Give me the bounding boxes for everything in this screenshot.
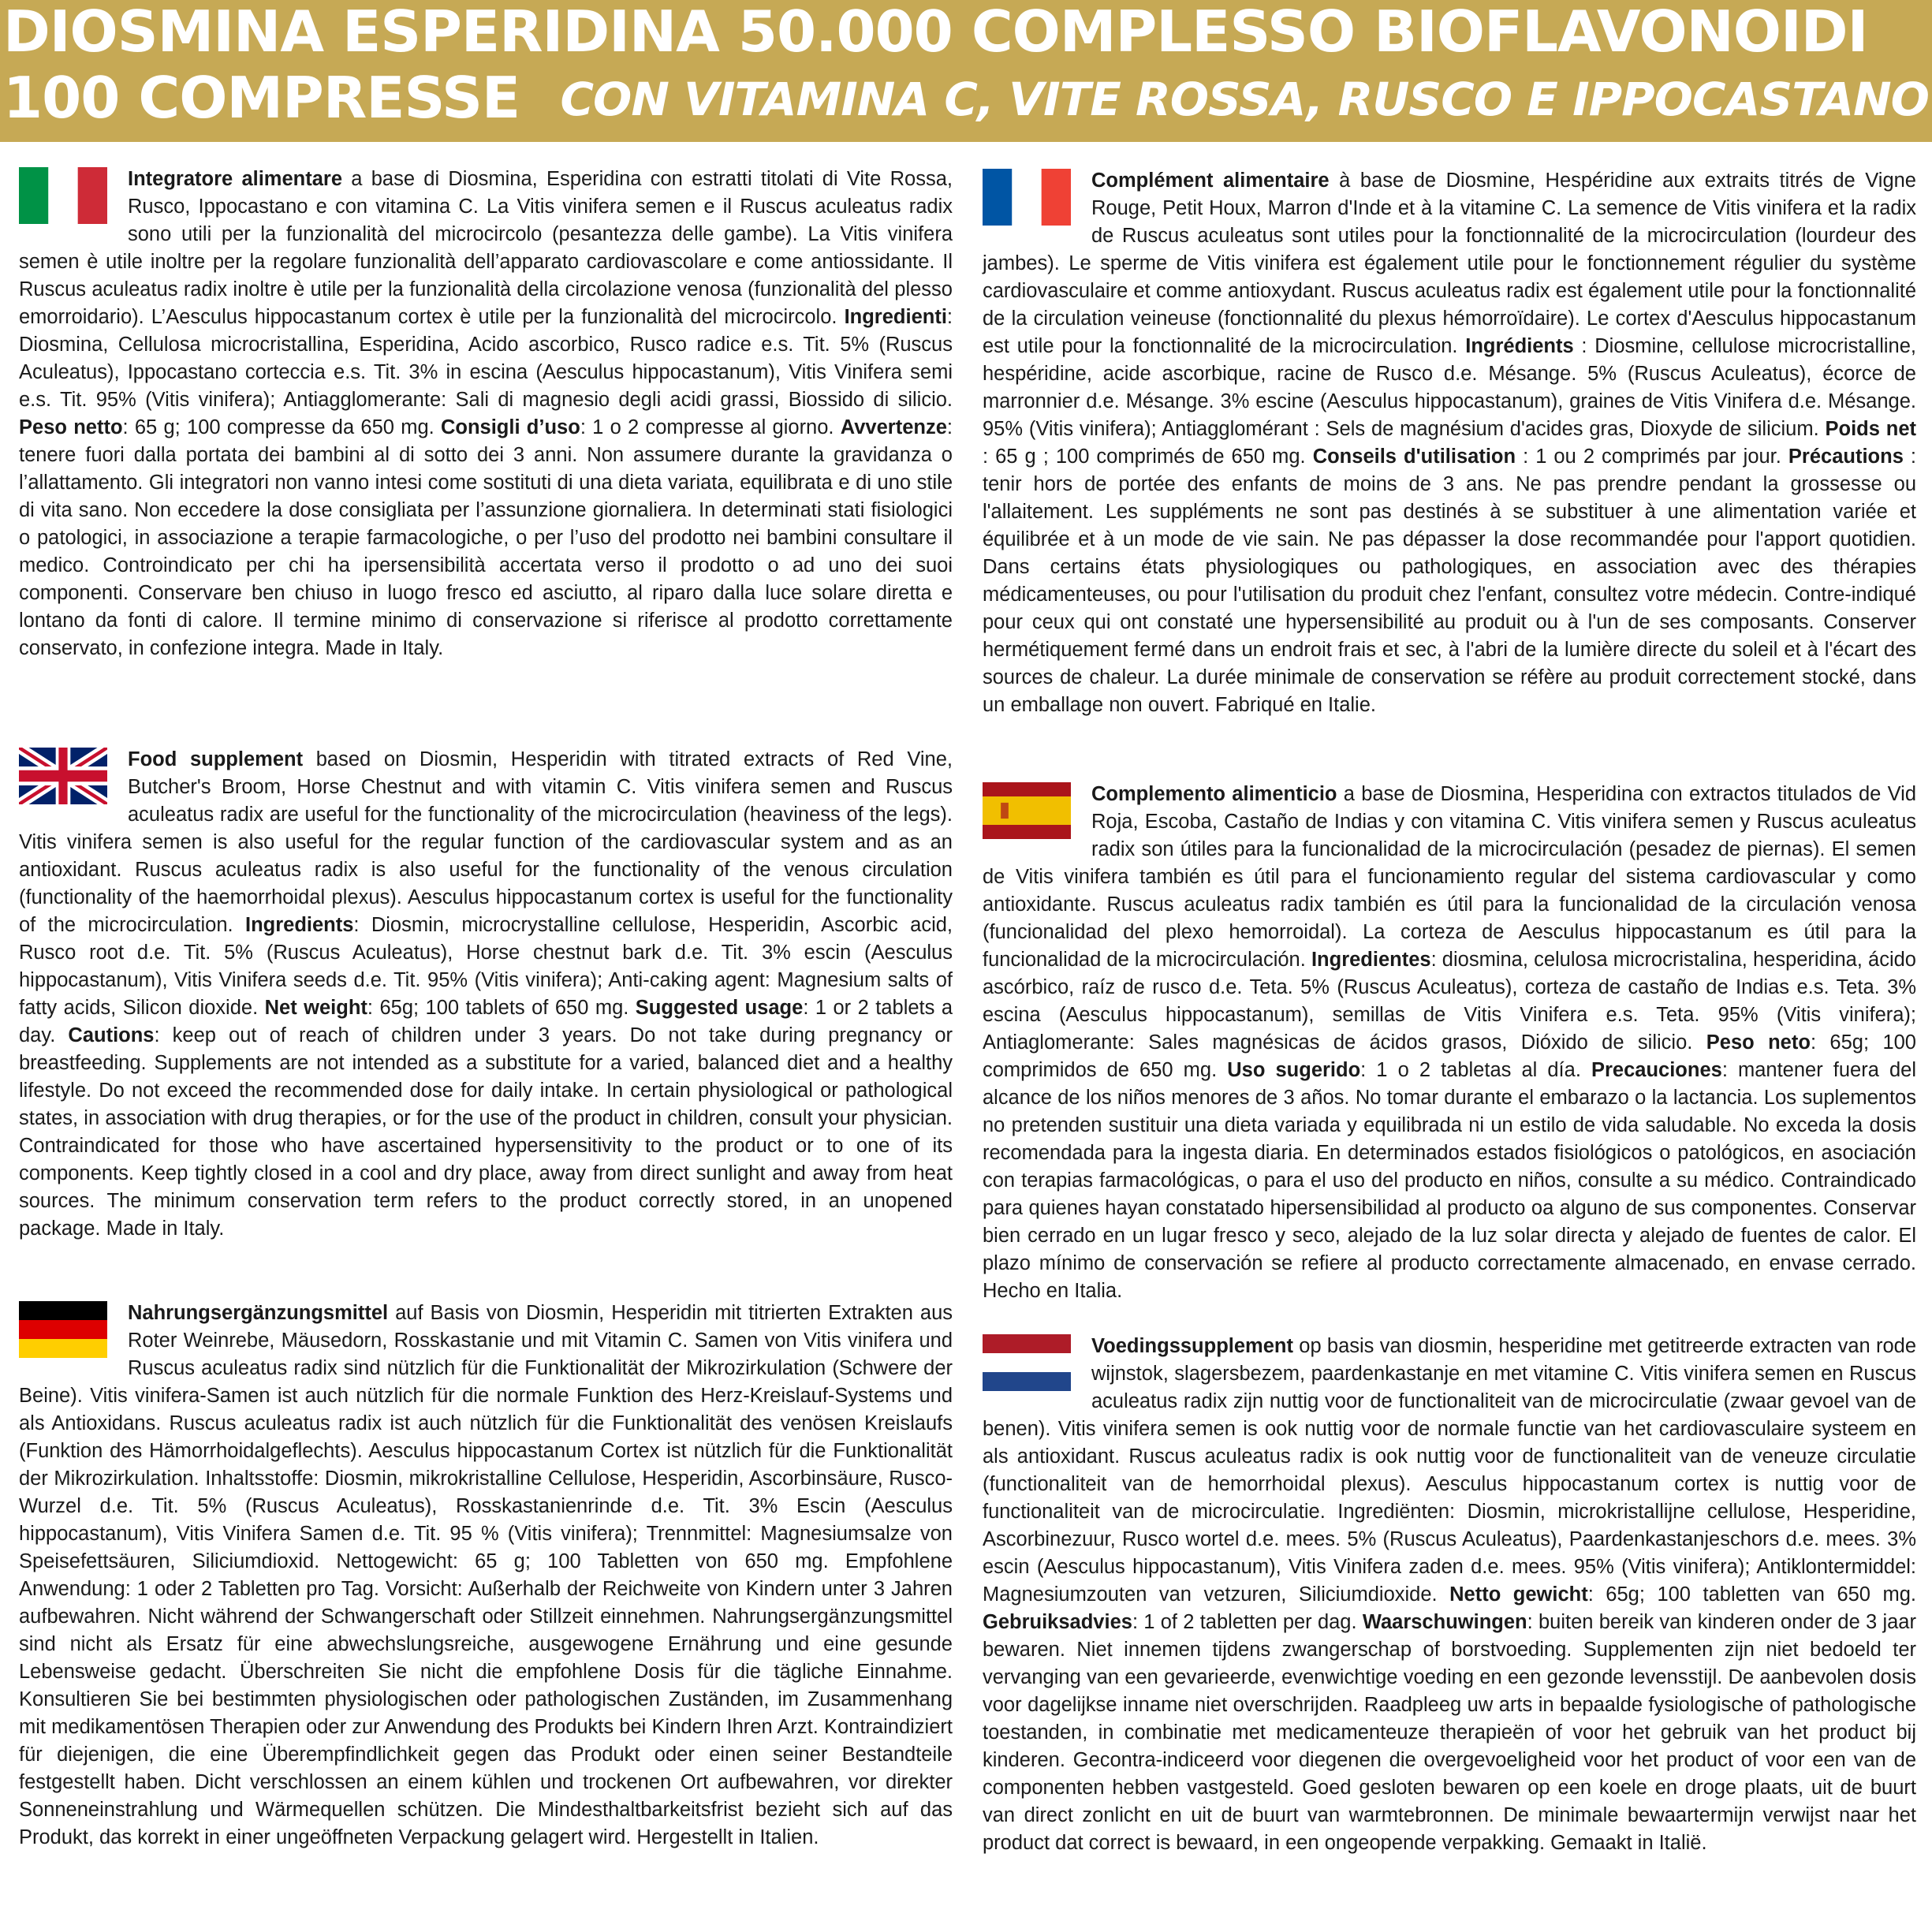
spanish-text: Complemento alimenticio a base de Diosmina, Hesperidina con extractos titulados de Vid Roja, Escoba, Castaño de Indias y con vitamina C. Vitis vinifera semen y Ruscus aculeatus radix son útiles para la funcionalidad de la microcirculación (pesadez de piernas). El semen de Vitis vinifera también es útil para el funcionamiento regular del sistema cardiovascular y como antioxidante. Ruscus aculeatus radix también es útil para la funcionalidad de la circulación venosa (funcionalidad del plexo hemorroidal). La corteza de Aesculus hippocastanum es útil para la funcionalidad de la microcirculación. Ingredientes: diosmina, celulosa microcristalina, hesperidina, ácido ascórbico, raíz de rusco d.e. Teta. 5% (Ruscus Aculeatus), corteza de castaño de Indias e.s. Teta. 3% escina (Aesculus hippocastanum), semillas de Vitis Vinifera e.s. Teta. 95% (Vitis vinifera); Antiaglomerante: Sales magnésicas de ácidos grasos, Dióxido de silicio. Peso neto: 65g; 100 comprimidos de 650 mg. Uso sugerido: 1 o 2 tabletas al día. Precauciones: mantener fuera del alcance de los niños menores de 3 años. No tomar durante el embarazo o la lactancia. Los suplementos no pretenden sustituir una dieta variada y equilibrada ni un estilo de vida saludable. No exceda la dosis recomendada para la ingesta diaria. En determinados estados fisiológicos o patológicos, en asociación con terapias farmacológicas, o para el uso del producto en niños, consulte a su médico. Contraindicado para quienes hayan constatado hipersensibilidad al producto oa alguno de sus componentes. Conservar bien cerrado en un lugar fresco y seco, alejado de la luz solar directa y alejado de fuentes de calor. El plazo mínimo de conservación se refiere al producto correctamente almacenado, en envase cerrado. Hecho en Italia. bbox=[983, 783, 1917, 1302]
dutch-lead: Voedingssupplement bbox=[1091, 1335, 1293, 1357]
english-text: Food supplement based on Diosmin, Hesperidin with titrated extracts of Red Vine, Butcher's Broom, Horse Chestnut and with vitamin C. Vitis vinifera semen and Ruscus aculeatus radix are useful for the functionality of the microcirculation (heaviness of the legs). Vitis vinifera semen is also useful for the regular function of the cardiovascular system and as an antioxidant. Ruscus aculeatus radix is also useful for the functionality of the venous circulation (functionality of the haemorrhoidal plexus). Aesculus hippocastanum cortex is useful for the functionality of the microcirculation. Ingredients: Diosmin, microcrystalline cellulose, Hesperidin, Ascorbic acid, Rusco root d.e. Tit. 5% (Ruscus Aculeatus), Horse chestnut bark d.e. Tit. 3% escin (Aesculus hippocastanum), Vitis Vinifera seeds d.e. Tit. 95% (Vitis vinifera); Anti-caking agent: Magnesium salts of fatty acids, Silicon dioxide. Net weight: 65g; 100 tablets of 650 mg. Suggested usage: 1 or 2 tablets a day. Cautions: keep out of reach of children under 3 years. Do not take during pregnancy or breastfeeding. Supplements are not intended as a substitute for a varied, balanced diet and a healthy lifestyle. Do not exceed the recommended dose for daily intake. In certain physiological or pathological states, in association with drug therapies, or for the use of the product in children, consult your physician. Contraindicated for those who have ascertained hypersensitivity to the product or to one of its components. Keep tightly closed in a cool and dry place, away from direct sunlight and away from heat sources. The minimum conservation term refers to the product correctly stored, in an unopened package. Made in Italy. bbox=[19, 748, 953, 1240]
english-lead: Food supplement bbox=[128, 748, 304, 770]
french-text: Complément alimentaire à base de Diosmine, Hespéridine aux extraits titrés de Vigne Rouge, Petit Houx, Marron d'Inde et à la vitamine C. La semence de Vitis vinifera et la radix de Ruscus aculeatus sont utiles pour la fonctionnalité de la microcirculation (lourdeur des jambes). Le sperme de Vitis vinifera est également utile pour le fonctionnement régulier du système cardiovasculaire et comme antioxydant. Ruscus aculeatus radix est également utile pour la fonctionnalité de la circulation veineuse (fonctionnalité du plexus hémorroïdaire). Le cortex d'Aesculus hippocastanum est utile pour la fonctionnalité de la microcirculation. Ingrédients : Diosmine, cellulose microcristalline, hespéridine, acide ascorbique, racine de Rusco d.e. Mésange. 5% (Ruscus Aculeatus), écorce de marronnier d.e. Mésange. 3% escine (Aesculus hippocastanum), graines de Vitis Vinifera d.e. Mésange. 95% (Vitis vinifera); Antiagglomérant : Sels de magnésium d'acides gras, Dioxyde de silicium. Poids net : 65 g ; 100 comprimés de 650 mg. Conseils d'utilisation : 1 ou 2 comprimés par jour. Précautions : tenir hors de portée des enfants de moins de 3 ans. Ne pas prendre pendant la grossesse ou l'allaitement. Les suppléments ne sont pas destinés à se substituer à une alimentation variée et équilibrée et à un mode de vie sain. Ne pas dépasser la dose recommandée pour l'apport quotidien. Dans certains états physiologiques ou pathologiques, en association avec des thérapies médicamenteuses, ou pour l'utilisation du produit chez l'enfant, consultez votre médecin. Contre-indiqué pour ceux qui ont constaté une hypersensibilité au produit ou à l'un de ses composants. Conserver hermétiquement fermé dans un endroit frais et sec, à l'abri de la lumière directe du soleil et à l'écart des sources de chaleur. La durée minimale de conservation se réfère au produit correctement stocké, dans un emballage non ouvert. Fabriqué en Italie. bbox=[983, 170, 1917, 716]
german-lead: Nahrungsergänzungsmittel bbox=[128, 1302, 389, 1324]
section-italian bbox=[19, 166, 953, 662]
product-subtitle: CON VITAMINA C, VITE ROSSA, RUSCO E IPPOCASTANO bbox=[560, 73, 1929, 126]
dutch-text: Voedingssupplement op basis van diosmin, hesperidine met getitreerde extracten van rode wijnstok, slagersbezem, paardenkastanje en met vitamine C. Vitis vinifera semen en Ruscus aculeatus radix zijn nuttig voor de functionaliteit van de microcirculatie (zwaar gevoel van de benen). Vitis vinifera semen is ook nuttig voor de normale functie van het cardiovasculaire systeem en als antioxidant. Ruscus aculeatus radix is ook nuttig voor de functionaliteit van de veneuze circulatie (functionaliteit van de hemorrhoidal plexus). Aesculus hippocastanum cortex is nuttig voor de functionaliteit van de microcirculatie. Ingrediënten: Diosmin, microkristallijne cellulose, Hesperidine, Ascorbinezuur, Rusco wortel d.e. mees. 5% (Ruscus Aculeatus), Paardenkastanjeschors d.e. mees. 3% escin (Aesculus hippocastanum), Vitis Vinifera zaden d.e. mees. 95% (Vitis vinifera); Antiklontermiddel: Magnesiumzouten van vetzuren, Siliciumdioxide. Netto gewicht: 65g; 100 tabletten van 650 mg. Gebruiksadvies: 1 of 2 tabletten per dag. Waarschuwingen: buiten bereik van kinderen onder de 3 jaar bewaren. Niet innemen tijdens zwangerschap of borstvoeding. Supplementen zijn niet bedoeld ter vervanging van een gevarieerde, evenwichtige voeding en een gezonde levensstijl. De aanbevolen dosis voor dagelijkse inname niet overschrijden. Raadpleeg uw arts in bepaalde fysiologische of pathologische toestanden, in combinatie met medicamenteuze therapieën of voor het gebruik van het product bij kinderen. Gecontra-indiceerd voor diegenen die overgevoeligheid voor het product of voor een van de componenten hebben vastgesteld. Goed gesloten bewaren op een koele en droge plaats, uit de buurt van direct zonlicht en uit de buurt van warmtebronnen. De minimale bewaartermijn verwijst naar het product dat correct is bewaard, in een ongeopende verpakking. Gemaakt in Italië. bbox=[983, 1335, 1916, 1854]
french-lead: Complément alimentaire bbox=[1091, 170, 1330, 192]
italian-text: Integratore alimentare a base di Diosmina, Esperidina con estratti titolati di Vite Rossa, Rusco, Ippocastano e con vitamina C. La Vitis vinifera semen e il Ruscus aculeatus radix sono utili per la funzionalità del microcircolo (pesantezza delle gambe). La Vitis vinifera semen è utile inoltre per la regolare funzionalità dell’apparato cardiovascolare e come antiossidante. Il Ruscus aculeatus radix inoltre è utile per la funzionalità della circolazione venosa (funzionalità del plesso emorroidario). L’Aesculus hippocastanum cortex è utile per la funzionalità del microcircolo. Ingredienti: Diosmina, Cellulosa microcristallina, Esperidina, Acido ascorbico, Rusco radice e.s. Tit. 5% (Ruscus Aculeatus), Ippocastano corteccia e.s. Tit. 3% in escina (Aesculus hippocastanum), Vitis Vinifera semi e.s. Tit. 95% (Vitis vinifera); Antiagglomerante: Sali di magnesio degli acidi grassi, Biossido di silicio. Peso netto: 65 g; 100 compresse da 650 mg. Consigli d’uso: 1 o 2 compresse al giorno. Avvertenze: tenere fuori dalla portata dei bambini al di sotto dei 3 anni. Non assumere durante la gravidanza o l’allattamento. Gli integratori non vanno intesi come sostituti di una dieta variata, equilibrata e di uno stile di vita sano. Non eccedere la dose consigliata per l’assunzione giornaliera. In determinati stati fisiologici o patologici, in associazione a terapie farmacologiche, o per l’uso del prodotto nei bambini consultare il medico. Controindicato per chi ha ipersensibilità accertata verso il prodotto o ad uno dei suoi componenti. Conservare ben chiuso in luogo fresco ed asciutto, al riparo dalla luce solare diretta e lontano da fonti di calore. Il termine minimo di conservazione si riferisce al prodotto correttamente conservato, in confezione integra. Made in Italy. bbox=[19, 168, 953, 659]
spain-flag-icon bbox=[983, 782, 1071, 839]
section-german bbox=[19, 1300, 953, 1852]
section-english bbox=[19, 746, 953, 1243]
germany-flag-icon bbox=[19, 1301, 107, 1358]
section-spanish bbox=[983, 781, 1916, 1305]
product-title: DIOSMINA ESPERIDINA 50.000 COMPLESSO BIOFLAVONOIDI bbox=[3, 0, 1868, 65]
uk-flag-icon bbox=[19, 748, 107, 804]
france-flag-icon bbox=[983, 169, 1071, 226]
netherlands-flag-icon bbox=[983, 1334, 1071, 1391]
german-text: Nahrungsergänzungsmittel auf Basis von Diosmin, Hesperidin mit titrierten Extrakten aus Roter Weinrebe, Mäusedorn, Rosskastanie und mit Vitamin C. Samen von Vitis vinifera und Ruscus aculeatus radix sind nützlich für die Funktionalität der Mikrozirkulation (Schwere der Beine). Vitis vinifera-Samen ist auch nützlich für die normale Funktion des Herz-Kreislauf-Systems und als Antioxidans. Ruscus aculeatus radix ist auch nützlich für die Funktionalität des venösen Kreislaufs (Funktion des Hämorrhoidalgeflechts). Aesculus hippocastanum Cortex ist nützlich für die Funktionalität der Mikrozirkulation. Inhaltsstoffe: Diosmin, mikrokristalline Cellulose, Hesperidin, Ascorbinsäure, Rusco-Wurzel d.e. Tit. 5% (Ruscus Aculeatus), Rosskastanienrinde d.e. Tit. 3% Escin (Aesculus hippocastanum), Vitis Vinifera Samen d.e. Tit. 95 % (Vitis vinifera); Trennmittel: Magnesiumsalze von Speisefettsäuren, Siliciumdioxid. Nettogewicht: 65 g; 100 Tabletten von 650 mg. Empfohlene Anwendung: 1 oder 2 Tabletten pro Tag. Vorsicht: Außerhalb der Reichweite von Kindern unter 3 Jahren aufbewahren. Nicht während der Schwangerschaft oder Stillzeit einnehmen. Nahrungsergänzungsmittel sind nicht als Ersatz für eine abwechslungsreiche, ausgewogene Ernährung und eine gesunde Lebensweise gedacht. Überschreiten Sie nicht die empfohlene Dosis für die tägliche Einnahme. Konsultieren Sie bei bestimmten physiologischen oder pathologischen Zuständen, im Zusammenhang mit medikamentösen Therapien oder zur Anwendung des Produkts bei Kindern Ihren Arzt. Kontraindiziert für diejenigen, die eine Überempfindlichkeit gegen das Produkt oder einen seiner Bestandteile festgestellt haben. Dicht verschlossen an einem kühlen und trockenen Ort aufbewahren, vor direkter Sonneneinstrahlung und Wärmequellen schützen. Die Mindesthaltbarkeitsfrist bezieht sich auf das Produkt, das korrekt in einer ungeöffneten Verpackung gelagert wird. Hergestellt in Italien. bbox=[19, 1302, 953, 1848]
section-dutch bbox=[983, 1333, 1916, 1857]
spanish-lead: Complemento alimenticio bbox=[1091, 783, 1337, 805]
italy-flag-icon bbox=[19, 167, 107, 224]
section-french bbox=[983, 167, 1916, 719]
title-banner bbox=[0, 0, 1932, 142]
product-count: 100 COMPRESSE bbox=[3, 65, 520, 131]
italian-lead: Integratore alimentare bbox=[128, 168, 343, 190]
